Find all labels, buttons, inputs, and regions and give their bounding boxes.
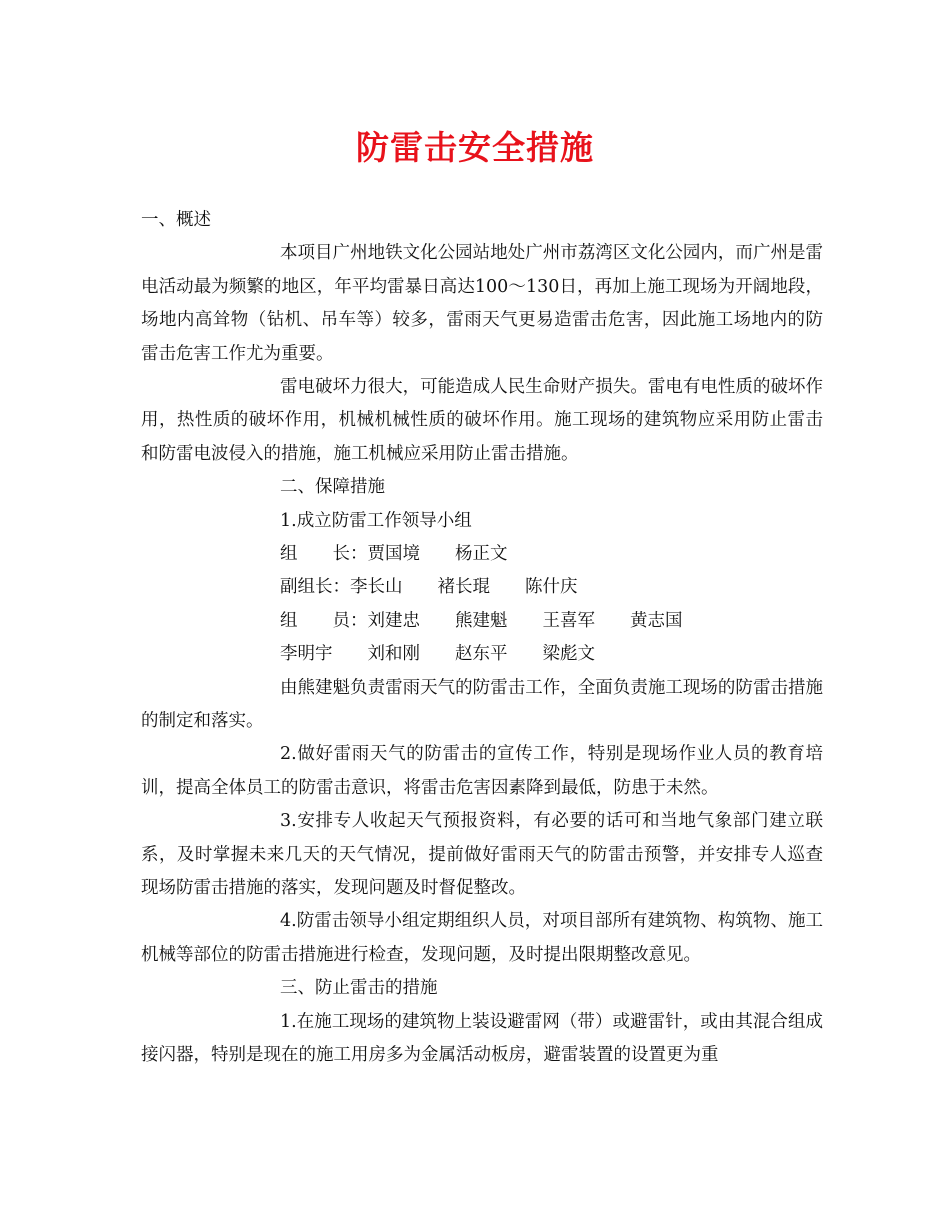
group-leader-line: 组 长：贾国境 杨正文 xyxy=(280,544,508,565)
safeguard-item-3: 3.安排专人收起天气预报资料，有必要的话可和当地气象部门建立联系，及时掌握未来几天的天气情况，提前做好雷雨天气的防雷击预警，并安排专人巡查现场防雷击措施的落实，发现问题及时督促整改。 xyxy=(141,811,823,899)
item-heading-leadership-group: 1.成立防雷工作领导小组 xyxy=(280,510,472,531)
document-title: 防雷击安全措施 xyxy=(356,128,594,167)
document-body xyxy=(141,204,823,1072)
overview-paragraph-2: 雷电破坏力很大，可能造成人民生命财产损失。雷电有电性质的破坏作用，热性质的破坏作用，机械机械性质的破坏作用。施工现场的建筑物应采用防止雷击和防雷电波侵入的措施，施工机械应采用防止雷击措施。 xyxy=(141,377,823,464)
deputy-leader-line: 副组长：李长山 褚长琨 陈什庆 xyxy=(280,577,578,598)
measure-item-1: 1.在施工现场的建筑物上装设避雷网（带）或避雷针，或由其混合组成接闪器，特别是现在的施工用房多为金属活动板房，避雷装置的设置更为重 xyxy=(141,1011,823,1066)
section-heading-overview: 一、概述 xyxy=(141,210,211,230)
safeguard-item-4: 4.防雷击领导小组定期组织人员，对项目部所有建筑物、构筑物、施工机械等部位的防雷击措施进行检查，发现问题，及时提出限期整改意见。 xyxy=(141,911,823,965)
responsibility-paragraph: 由熊建魁负责雷雨天气的防雷击工作，全面负责施工现场的防雷击措施的制定和落实。 xyxy=(141,677,823,731)
overview-paragraph-1: 本项目广州地铁文化公园站地处广州市荔湾区文化公园内，而广州是雷电活动最为频繁的地区，年平均雷暴日高达100～130日，再加上施工现场为开阔地段，场地内高耸物（钻机、吊车等）较多，雷雨天气更易造雷击危害，因此施工场地内的防雷击危害工作尤为重要。 xyxy=(141,243,823,364)
safeguard-item-2: 2.做好雷雨天气的防雷击的宣传工作，特别是现场作业人员的教育培训，提高全体员工的防雷击意识，将雷击危害因素降到最低，防患于未然。 xyxy=(141,744,823,798)
section-heading-safeguards: 二、保障措施 xyxy=(280,477,385,498)
section-heading-lightning-measures: 三、防止雷击的措施 xyxy=(280,978,438,999)
group-members-line-1: 组 员：刘建忠 熊建魁 王喜军 黄志国 xyxy=(280,610,683,631)
group-members-line-2: 李明宇 刘和刚 赵东平 梁彪文 xyxy=(280,644,595,665)
